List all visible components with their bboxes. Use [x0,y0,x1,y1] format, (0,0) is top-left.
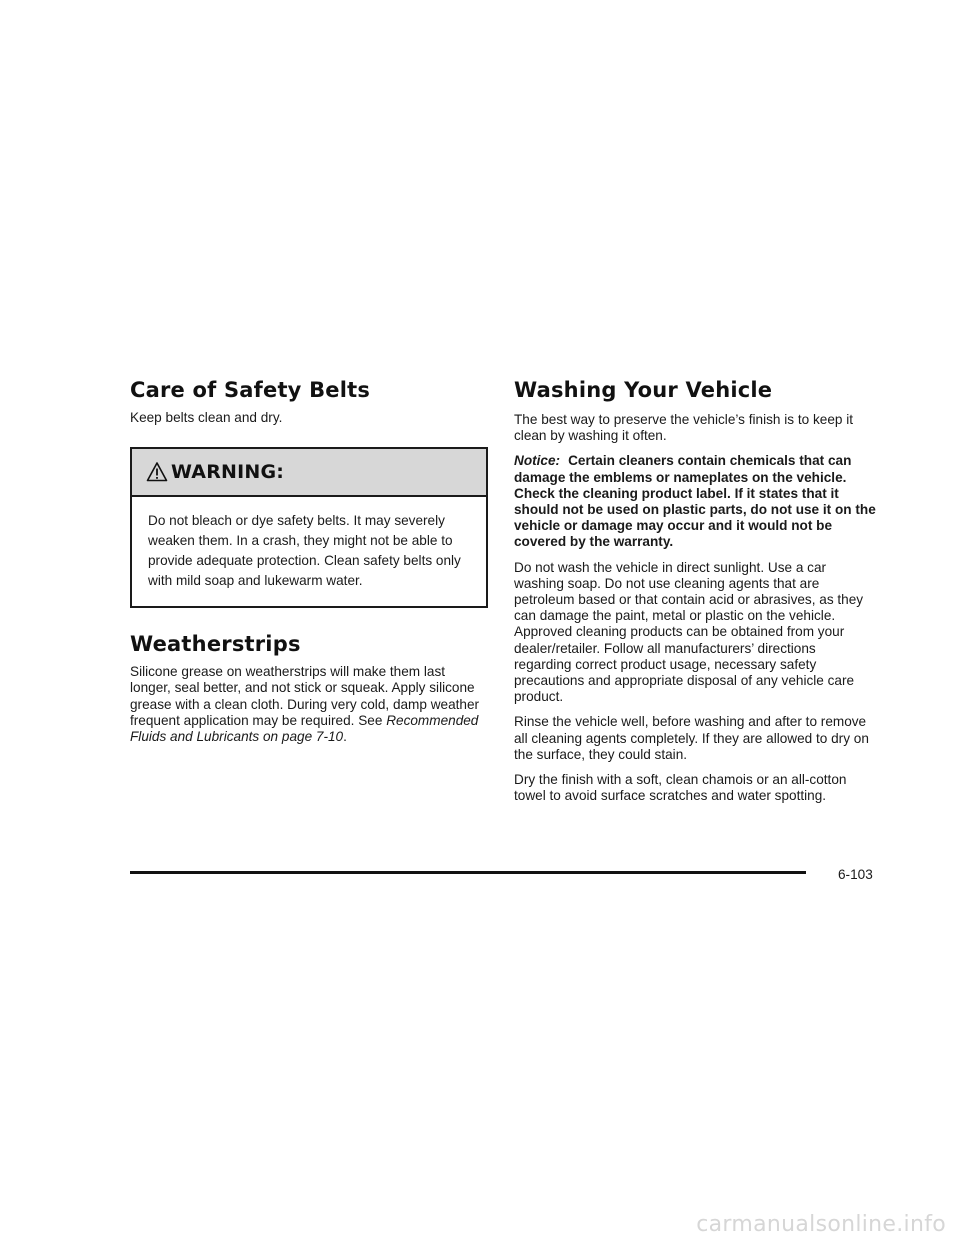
right-column [514,376,876,804]
wash-intro-text: The best way to preserve the vehicle’s finish is to keep it clean by washing it often. [514,412,854,444]
warning-header [132,449,486,497]
weatherstrips-body-text: Silicone grease on weatherstrips will make them last longer, seal better, and not stick or squeak. Apply silicone grease with a clean cloth. During very cold, damp weather frequent application may be required. See [130,664,480,728]
warning-body-text: Do not bleach or dye safety belts. It may severely weaken them. In a crash, they might not be able to provide adequate protection. Clean safety belts only with mild soap and lukewarm water. [148,513,461,589]
weatherstrips-section [130,630,488,745]
weatherstrips-paragraph [130,664,488,745]
warning-box [130,447,488,608]
footer-rule [130,871,806,874]
warning-triangle-icon [146,461,168,483]
warning-title: WARNING: [171,461,285,484]
care-intro-text: Keep belts clean and dry. [130,410,283,425]
watermark-text: carmanualsonline.info [696,1212,946,1237]
left-column [130,376,488,745]
sunlight-paragraph: Do not wash the vehicle in direct sunlight. Use a car washing soap. Do not use cleaning agents that are petroleum based or that contain acid or abrasives, as they can damage the paint, metal or plastic on the vehicle. Approved cleaning products can be obtained from your dealer/retailer. Follow all manufacturers’ directions regarding correct product usage, necessary safety precautions and appropriate disposal of any vehicle care product. [514,559,864,705]
rinse-paragraph: Rinse the vehicle well, before washing and after to remove all cleaning agents completely. If they are allowed to dry on the surface, they could stain. [514,714,869,762]
washing-your-vehicle-heading: Washing Your Vehicle [514,378,773,402]
recommended-fluids-reference: Recommended Fluids and Lubricants on page 7-10 [130,712,479,745]
dry-paragraph: Dry the finish with a soft, clean chamois or an all-cotton towel to avoid surface scratches and water spotting. [514,772,847,804]
weatherstrips-end-punct: . [343,729,347,745]
notice-label: Notice: [514,453,561,469]
care-of-safety-belts-heading: Care of Safety Belts [130,378,371,402]
notice-text: Certain cleaners contain chemicals that can damage the emblems or nameplates on the vehicle. Check the cleaning product label. If it states that it should not be used on plastic parts, do not use it on the vehicle or damage may occur and it would not be covered by the warranty. [514,453,876,550]
page-number: 6-103 [838,867,873,882]
notice-paragraph [514,453,876,550]
weatherstrips-heading: Weatherstrips [130,632,301,657]
